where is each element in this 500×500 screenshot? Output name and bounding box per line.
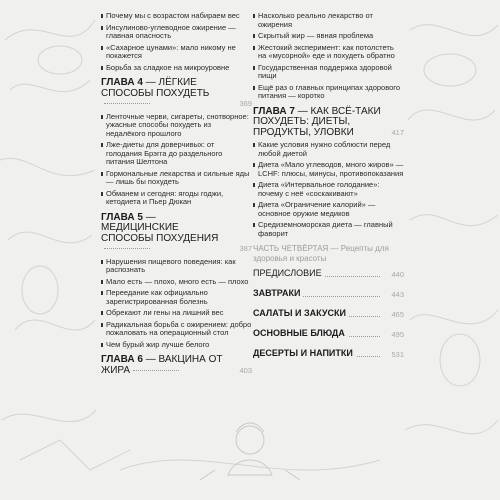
section-title: ДЕСЕРТЫ И НАПИТКИ [253,348,356,358]
section-title: САЛАТЫ И ЗАКУСКИ [253,308,349,318]
section-page-number: 440 [391,270,404,279]
part-title: Рецепты для здоровья и красоты [253,244,389,263]
bullet-mark [101,26,103,30]
section-page-number: 465 [391,310,404,319]
toc-item[interactable]: Ленточные черви, сигареты, снотворное: ужасные способы похудеть из недалёкого прошлого [101,113,252,139]
part-number: ЧАСТЬ ЧЕТВЁРТАЯ [253,244,329,253]
section-breakfasts[interactable] [253,288,404,299]
bullet-mark [253,143,255,147]
chapter-page-number: 417 [391,127,404,137]
section-title: ЗАВТРАКИ [253,288,303,298]
toc-item[interactable]: Какие условия нужно соблюсти перед любой диетой [253,141,404,158]
bullet-mark [101,66,103,70]
toc-item[interactable]: Лже-диеты для доверчивых: от голодания Брэгга до раздельного питания Шелтона [101,141,252,167]
toc-item[interactable]: Диета «Интервальное голодание»: почему с неё «соскакивают» [253,181,404,198]
bullet-mark [253,203,255,207]
chapter-page-number: 403 [239,365,252,375]
leader-dots [133,370,179,371]
chapter-number: ГЛАВА 5 [101,211,143,223]
toc-item[interactable]: Почему мы с возрастом набираем вес [101,12,252,21]
toc-item[interactable]: «Сахарное цунами»: мало никому не покажется [101,44,252,61]
section-desserts-drinks[interactable] [253,348,404,359]
chapter-page-number: 369 [239,99,252,108]
toc-item[interactable]: Чем бурый жир лучше белого [101,341,252,350]
chapter-number: ГЛАВА 4 [101,77,143,88]
bullet-mark [101,280,103,284]
toc-item[interactable]: Борьба за сладкое на микроуровне [101,64,252,73]
toc-right-column [253,12,404,368]
bullet-mark [101,14,103,18]
chapter-5-heading[interactable]: ГЛАВА 5 — МЕДИЦИНСКИЕ СПОСОБЫ ПОХУДЕНИЯ 387 [101,211,252,253]
toc-item[interactable]: Мало есть — плохо, много есть — плохо [101,278,252,287]
bullet-mark [101,343,103,347]
chapter-6-heading[interactable]: ГЛАВА 6 — ВАКЦИНА ОТ ЖИРА 403 [101,354,252,376]
chapter-7-heading[interactable]: ГЛАВА 7 — КАК ВСЁ-ТАКИ ПОХУДЕТЬ: ДИЕТЫ, ПРОДУКТЫ, УЛОВКИ 417 [253,105,404,138]
bullet-mark [101,311,103,315]
leader-dots [104,248,150,249]
toc-item[interactable]: Скрытый жир — явная проблема [253,32,404,41]
section-page-number: 495 [391,330,404,339]
chapter-title: КАК ВСЁ-ТАКИ ПОХУДЕТЬ: ДИЕТЫ, ПРОДУКТЫ, УЛОВКИ [253,105,381,138]
toc-item[interactable]: Переедание как официально зарегистрированная болезнь [101,289,252,306]
chapter-number: ГЛАВА 7 [253,105,295,117]
chapter-title: МЕДИЦИНСКИЕ СПОСОБЫ ПОХУДЕНИЯ [101,222,219,244]
toc-item[interactable]: Диета «Мало углеводов, много жиров» — LCHF: плюсы, минусы, противопоказания [253,161,404,178]
toc-item[interactable]: Нарушения пищевого поведения: как распознать [101,258,252,275]
bullet-mark [253,34,255,38]
section-main-dishes[interactable] [253,328,404,339]
toc-item[interactable]: Обрекают ли гены на лишний вес [101,309,252,318]
chapter-number: ГЛАВА 6 [101,354,143,365]
toc-item[interactable]: Государственная поддержка здоровой пищи [253,64,404,81]
bullet-mark [253,14,255,18]
toc-item[interactable]: Средиземноморская диета — главный фаворит [253,221,404,238]
chapter-title: ЛЁГКИЕ СПОСОБЫ ПОХУДЕТЬ [101,77,210,99]
chapter-title: ВАКЦИНА ОТ ЖИРА [101,354,223,376]
bullet-mark [101,172,103,176]
section-preface[interactable] [253,268,404,279]
toc-item[interactable]: Насколько реально лекарство от ожирения [253,12,404,29]
bullet-mark [101,323,103,327]
section-title: ПРЕДИСЛОВИЕ [253,268,325,278]
bullet-mark [101,143,103,147]
leader-dots [104,103,150,104]
section-title: ОСНОВНЫЕ БЛЮДА [253,328,348,338]
bullet-mark [101,46,103,50]
toc-item[interactable]: Ещё раз о главных принципах здорового питания — коротко [253,84,404,101]
bullet-mark [101,260,103,264]
bullet-mark [101,115,103,119]
section-salads-snacks[interactable] [253,308,404,319]
toc-item[interactable]: Гормональные лекарства и сильные яды — лишь бы похудеть [101,170,252,187]
toc-item[interactable]: Обманем и сегодня: ягоды годжи, кетодиета и Пьер Дюкан [101,190,252,207]
bullet-mark [253,163,255,167]
toc-left-column [101,12,252,379]
part-4-heading[interactable]: ЧАСТЬ ЧЕТВЁРТАЯ — Рецепты для здоровья и красоты [253,244,389,263]
bullet-mark [101,291,103,295]
bullet-mark [253,183,255,187]
bullet-mark [253,66,255,70]
toc-item[interactable]: Инсулиново-углеводное ожирение — главная опасность [101,24,252,41]
chapter-4-heading[interactable]: ГЛАВА 4 — ЛЁГКИЕ СПОСОБЫ ПОХУДЕТЬ 369 [101,77,252,108]
bullet-mark [253,86,255,90]
bullet-mark [253,223,255,227]
toc-item[interactable]: Жестокий эксперимент: как потолстеть на «мусорной» еде и похудеть обратно [253,44,404,61]
section-page-number: 531 [391,350,404,359]
bullet-mark [253,46,255,50]
toc-item[interactable]: Диета «Ограничение калорий» — основное оружие медиков [253,201,404,218]
toc-item[interactable]: Радикальная борьба с ожирением: добро пожаловать на операционный стол [101,321,252,338]
bullet-mark [101,192,103,196]
section-page-number: 443 [391,290,404,299]
chapter-page-number: 387 [239,244,252,253]
